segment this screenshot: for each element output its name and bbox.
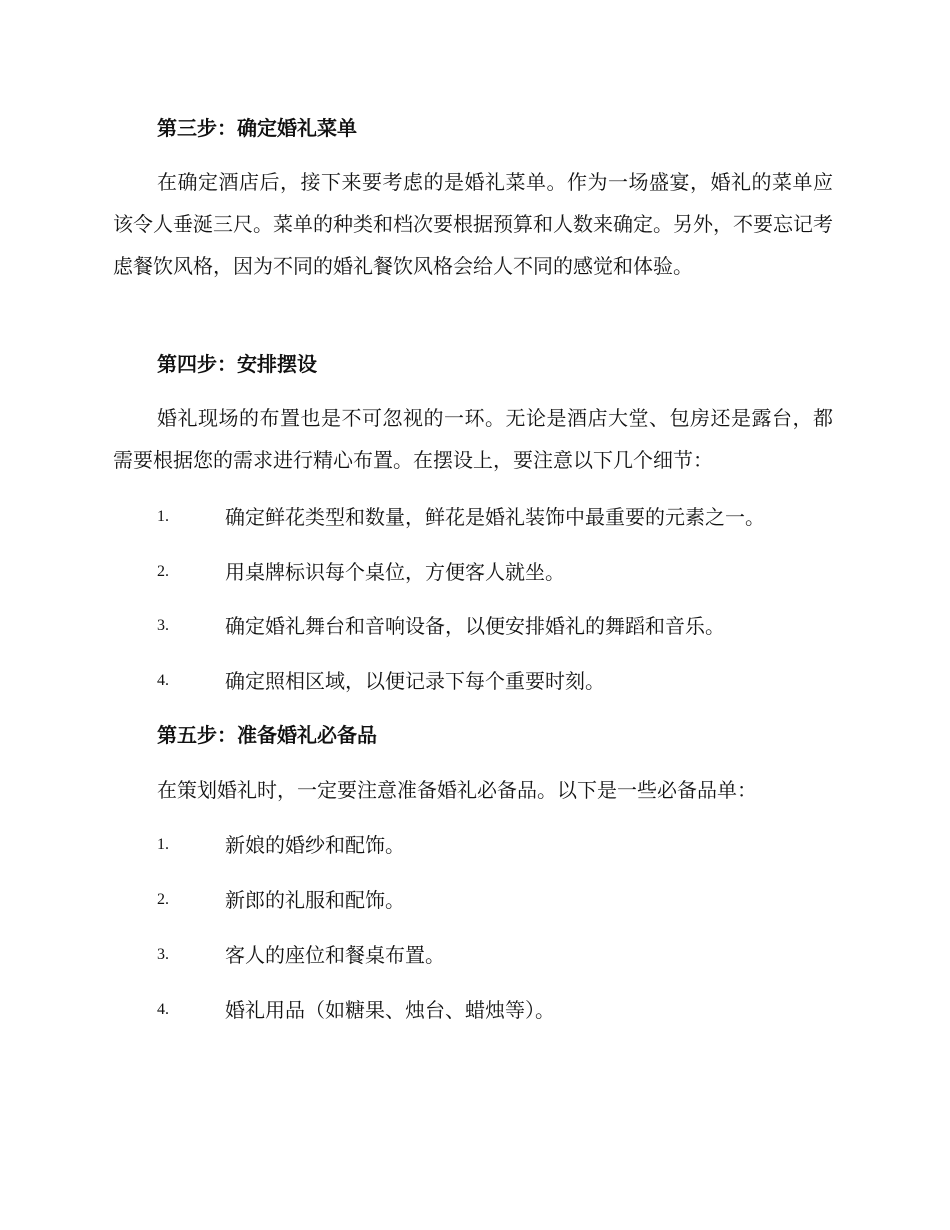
list-item-text: 确定婚礼舞台和音响设备，以便安排婚礼的舞蹈和音乐。: [225, 614, 725, 638]
list-item-text: 客人的座位和餐桌布置。: [225, 943, 445, 967]
list-item-text: 婚礼用品（如糖果、烛台、蜡烛等）。: [225, 998, 555, 1022]
list-item-number: 2.: [157, 563, 169, 580]
section-heading: 第五步：准备婚礼必备品: [157, 723, 377, 747]
list-item-number: 2.: [157, 891, 169, 908]
list-item-text: 用桌牌标识每个桌位，方便客人就坐。: [225, 560, 565, 584]
section-paragraph: 婚礼现场的布置也是不可忽视的一环。无论是酒店大堂、包房还是露台，都需要根据您的需求进行精心布置。在摆设上，要注意以下几个细节：: [113, 406, 833, 472]
list-item-text: 确定鲜花类型和数量，鲜花是婚礼装饰中最重要的元素之一。: [225, 505, 765, 529]
list-item-number: 4.: [157, 1001, 169, 1018]
section-intro: 在策划婚礼时，一定要注意准备婚礼必备品。以下是一些必备品单：: [157, 778, 757, 802]
list-item-number: 4.: [157, 672, 169, 689]
section-heading: 第四步：安排摆设: [157, 352, 317, 376]
list-item-text: 新娘的婚纱和配饰。: [225, 833, 405, 857]
section-heading: 第三步：确定婚礼菜单: [157, 116, 357, 140]
list-item-number: 3.: [157, 617, 169, 634]
list-item-text: 确定照相区域，以便记录下每个重要时刻。: [225, 669, 605, 693]
list-item-text: 新郎的礼服和配饰。: [225, 888, 405, 912]
section-paragraph: 在确定酒店后，接下来要考虑的是婚礼菜单。作为一场盛宴，婚礼的菜单应该令人垂涎三尺。菜单的种类和档次要根据预算和人数来确定。另外，不要忘记考虑餐饮风格，因为不同的婚礼餐饮风格会给人不同的感觉和体验。: [113, 170, 833, 278]
list-item-number: 3.: [157, 946, 169, 963]
list-item-number: 1.: [157, 508, 169, 525]
list-item-number: 1.: [157, 836, 169, 853]
